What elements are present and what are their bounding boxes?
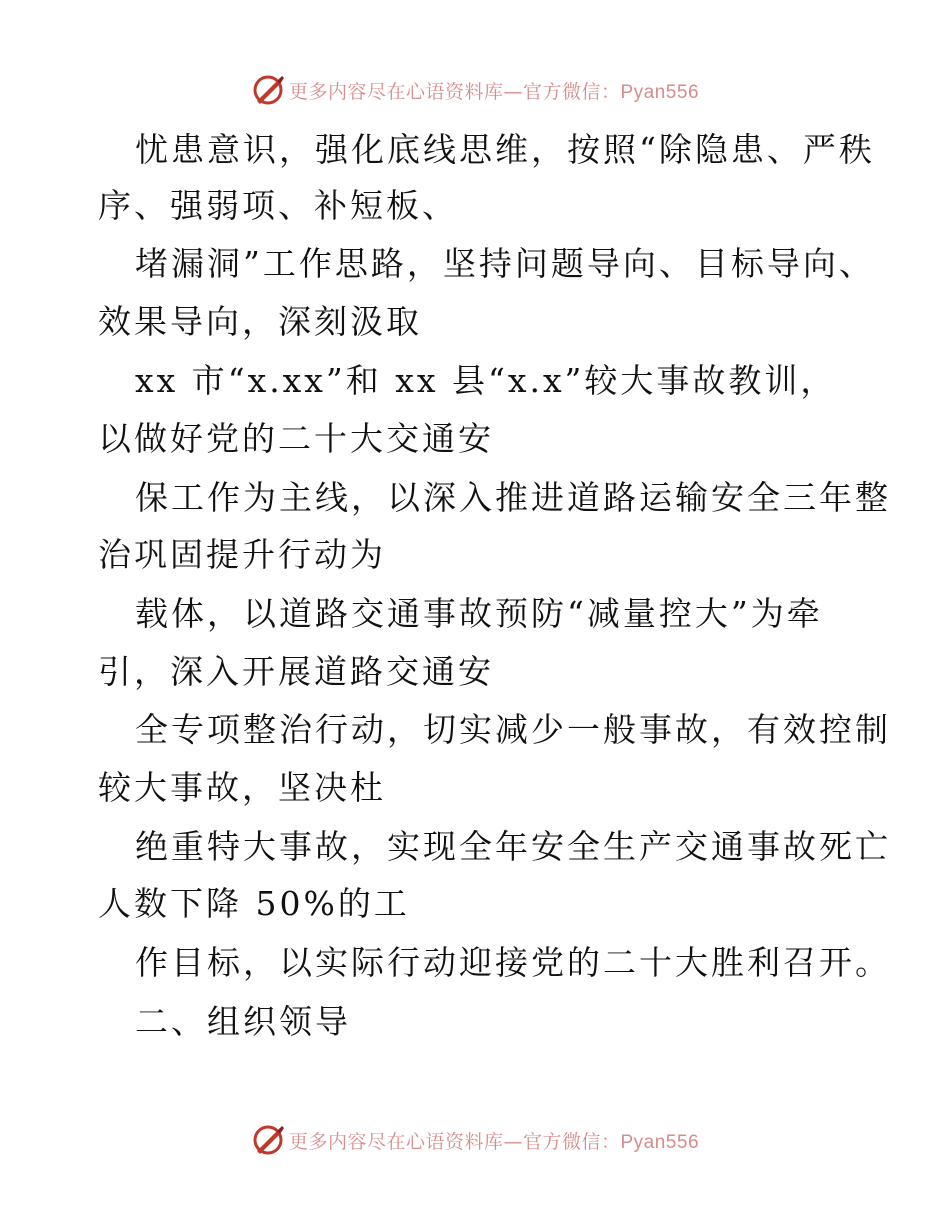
footer-watermark [0, 1120, 950, 1160]
watermark-wechat-id: Pyan556 [620, 1131, 700, 1153]
paragraph-line: 绝重特大事故，实现全年安全生产交通事故死亡 [135, 827, 891, 866]
paragraph-line: 人数下降 50%的工 [98, 884, 410, 923]
watermark-text [289, 77, 699, 104]
paragraph-line: 载体，以道路交通事故预防“减量控大”为牵 [135, 594, 823, 633]
watermark-text [289, 1127, 699, 1154]
pen-logo-icon [251, 73, 285, 107]
paragraph-line: 保工作为主线，以深入推进道路运输安全三年整 [135, 478, 891, 517]
paragraph-line: 序、强弱项、补短板、 [98, 186, 458, 225]
paragraph-line: 作目标，以实际行动迎接党的二十大胜利召开。 [135, 943, 891, 982]
paragraph-line: 以做好党的二十大交通安 [98, 419, 494, 458]
paragraph-line: xx 市“x.xx”和 xx 县“x.x”较大事故教训， [135, 361, 837, 400]
paragraph-line: 治巩固提升行动为 [98, 535, 386, 574]
section-heading: 二、组织领导 [135, 1002, 351, 1041]
watermark-label: 更多内容尽在心语资料库—官方微信： [288, 1130, 621, 1153]
paragraph-line: 较大事故，坚决杜 [98, 768, 386, 807]
pen-logo-icon [251, 1123, 285, 1157]
header-watermark [0, 70, 950, 110]
paragraph-line: 全专项整治行动，切实减少一般事故，有效控制 [135, 710, 891, 749]
paragraph-line: 引，深入开展道路交通安 [98, 652, 494, 691]
paragraph-line: 效果导向，深刻汲取 [98, 302, 422, 341]
paragraph-line: 忧患意识，强化底线思维，按照“除隐患、严秩 [135, 130, 875, 169]
watermark-wechat-id: Pyan556 [620, 81, 700, 103]
watermark-label: 更多内容尽在心语资料库—官方微信： [288, 80, 621, 103]
paragraph-line: 堵漏洞”工作思路，坚持问题导向、目标导向、 [135, 244, 875, 283]
